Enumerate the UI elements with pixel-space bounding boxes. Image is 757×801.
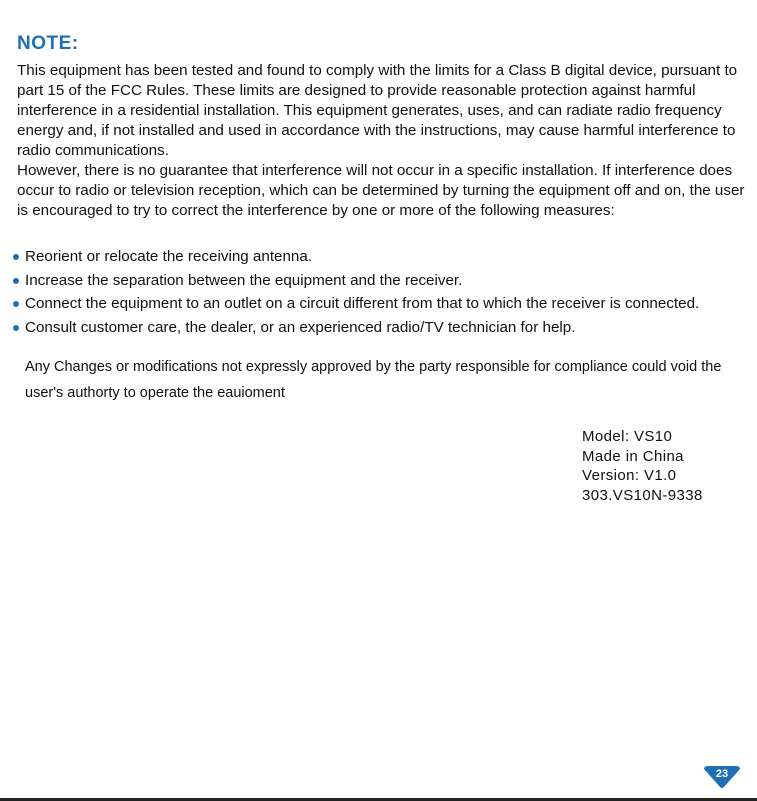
page-number-badge [702,763,742,789]
note-heading: NOTE: [17,33,79,54]
fcc-compliance-paragraph: This equipment has been tested and found to comply with the limits for a Class B digital device, pursuant to part 15 of the FCC Rules. These limits are designed to provide reasonable protection against harmful interference in a residential installation. This equipment generates, uses, and can radiate radio frequency energy and, if not installed and used in accordance with the instructions, may cause harmful interference to radio communications. [17,62,738,159]
part-number-label: 303.VS10N-9338 [582,486,703,504]
list-item [11,294,746,315]
model-label: Model: VS10 [582,428,673,445]
measure-text: Reorient or relocate the receiving antenna. [25,248,313,265]
page-number: 23 [715,768,729,780]
list-item [11,318,746,339]
list-item [11,247,746,268]
measures-list [11,247,746,338]
list-item [11,271,746,292]
bullet-icon [13,278,19,284]
bullet-icon [13,325,19,331]
bullet-icon [13,301,19,307]
measure-text: Connect the equipment to an outlet on a circuit different from that to which the receiver is connected. [25,295,700,312]
version-label: Version: V1.0 [582,467,677,484]
bullet-icon [13,254,19,260]
measure-text: Consult customer care, the dealer, or an experienced radio/TV technician for help. [25,318,576,336]
origin-label: Made in China [582,447,684,465]
interference-paragraph: However, there is no guarantee that interference will not occur in a specific installation. If interference does occur to radio or television reception, which can be determined by turning the equipment off and on, the user is encouraged to try to correct the interference by one or more of the following measures: [17,162,745,219]
modification-warning: Any Changes or modifications not expressly approved by the party responsible for compliance could void the user's authorty to operate the eauioment [25,359,722,401]
measure-text: Increase the separation between the equipment and the receiver. [25,271,463,289]
product-info [582,427,703,505]
